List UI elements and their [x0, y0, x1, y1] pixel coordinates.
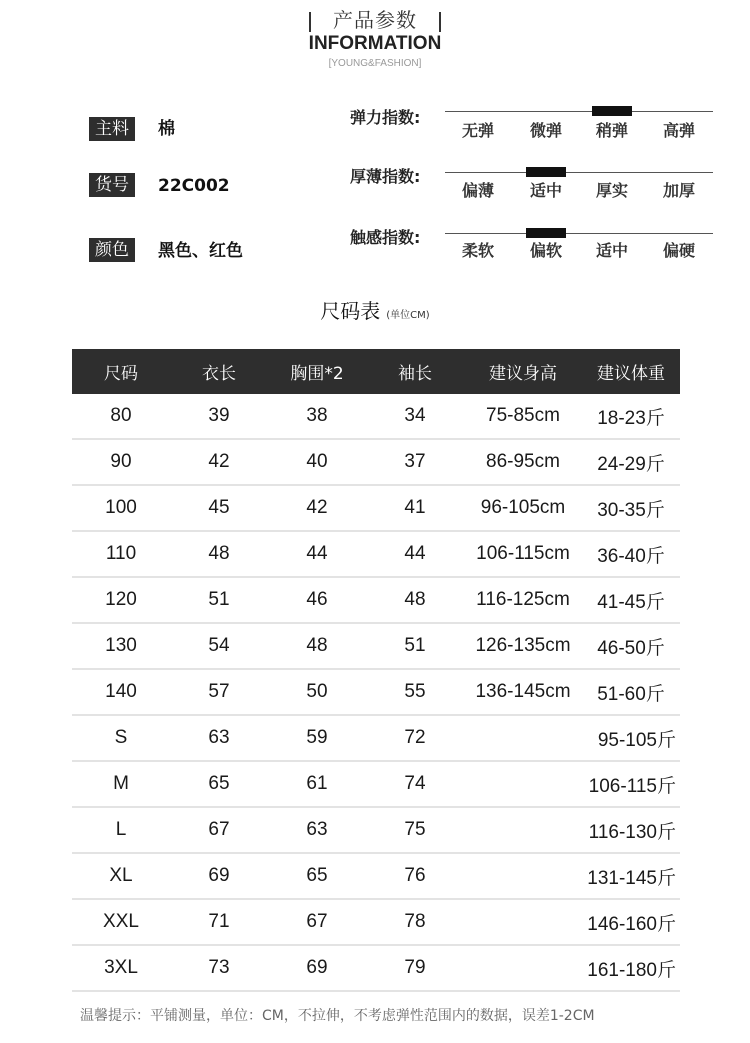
table-cell: 63: [208, 727, 230, 748]
index-marker-thickness: [526, 167, 566, 177]
table-cell: 24-29斤: [597, 453, 665, 475]
index-line-elasticity: [445, 111, 713, 112]
table-row: [72, 946, 680, 992]
index-option: 偏软: [529, 241, 562, 260]
param-label-material: 主料: [89, 117, 135, 141]
index-option: 无弹: [461, 121, 494, 140]
table-cell: 40: [306, 451, 328, 472]
table-cell: XL: [109, 865, 133, 886]
index-label-touch: 触感指数:: [350, 228, 421, 247]
size-table-adult-body: [72, 716, 680, 992]
index-marker-touch: [526, 228, 566, 238]
table-row: [72, 808, 680, 854]
header-title-cn: 产品参数: [333, 8, 417, 32]
table-cell: 37: [404, 451, 426, 472]
table-cell: 75-85cm: [486, 405, 560, 426]
table-row: [72, 394, 680, 440]
table-row: [72, 624, 680, 670]
index-option: 偏硬: [662, 241, 695, 260]
table-cell: 61: [306, 773, 328, 794]
table-cell: 30-35斤: [597, 499, 665, 521]
param-value-color: 黑色、红色: [158, 241, 243, 261]
table-cell: 126-135cm: [475, 635, 571, 656]
table-cell: 136-145cm: [475, 681, 571, 702]
table-cell: 38: [306, 405, 328, 426]
table-cell: 46-50斤: [597, 637, 665, 659]
table-cell: 74: [404, 773, 426, 794]
table-cell: 50: [306, 681, 328, 702]
table-cell: XXL: [103, 911, 139, 932]
table-cell: 36-40斤: [597, 545, 665, 567]
footer-note: 温馨提示：平铺测量，单位：CM，不拉伸，不考虑弹性范围内的数据，误差1-2CM: [80, 1008, 595, 1024]
table-cell: 67: [306, 911, 328, 932]
index-option: 偏薄: [461, 181, 494, 200]
title-divider-right: [439, 12, 441, 32]
index-option: 稍弹: [595, 121, 628, 140]
table-cell: 51: [208, 589, 230, 610]
header-cell: 建议身高: [489, 364, 557, 384]
table-row: [72, 670, 680, 716]
table-cell: 34: [404, 405, 426, 426]
size-table-kids-body: [72, 394, 680, 716]
table-cell: 72: [404, 727, 426, 748]
table-cell: 44: [404, 543, 426, 564]
header-cell: 衣长: [202, 364, 236, 384]
table-cell: 51: [404, 635, 426, 656]
table-row: [72, 762, 680, 808]
table-cell: L: [115, 819, 127, 840]
param-label-sku: 货号: [89, 173, 135, 197]
table-cell: 73: [208, 957, 230, 978]
table-cell: 46: [306, 589, 328, 610]
table-cell: 48: [404, 589, 426, 610]
table-cell: 57: [208, 681, 230, 702]
table-row: [72, 716, 680, 762]
table-cell: 130: [105, 635, 137, 656]
table-cell: 59: [306, 727, 328, 748]
index-option: 微弹: [529, 121, 562, 140]
table-cell: 90: [110, 451, 132, 472]
table-cell: 18-23斤: [597, 407, 665, 429]
table-cell: 79: [404, 957, 426, 978]
table-cell: 41: [404, 497, 426, 518]
table-cell: 116-125cm: [476, 589, 570, 610]
header-cell: 袖长: [398, 364, 432, 384]
table-cell: 96-105cm: [480, 497, 566, 518]
index-option: 柔软: [461, 241, 494, 260]
table-cell: 65: [208, 773, 230, 794]
table-cell: 54: [208, 635, 230, 656]
table-cell: 48: [208, 543, 230, 564]
size-table-title: [0, 295, 750, 324]
header-cell: 尺码: [104, 364, 138, 384]
table-row: [72, 854, 680, 900]
header-title-row: [0, 4, 750, 33]
table-cell: 42: [306, 497, 328, 518]
size-table-title-text: 尺码表: [320, 299, 381, 323]
table-cell: 86-95cm: [486, 451, 560, 472]
table-cell: 67: [208, 819, 230, 840]
table-row: [72, 532, 680, 578]
index-label-thickness: 厚薄指数:: [350, 167, 421, 186]
size-table-unit: (单位CM): [386, 310, 430, 321]
table-row: [72, 486, 680, 532]
table-cell: 48: [306, 635, 328, 656]
header-subtitle: [YOUNG&FASHION]: [328, 58, 422, 69]
header-cell: 胸围*2: [290, 364, 344, 384]
table-cell: 75: [404, 819, 426, 840]
param-value-sku: 22C002: [158, 176, 230, 196]
table-cell: 51-60斤: [597, 683, 665, 705]
table-cell: 106-115cm: [476, 543, 570, 564]
header-cell: 建议体重: [597, 364, 665, 384]
index-label-elasticity: 弹力指数:: [350, 108, 421, 127]
table-cell: 120: [105, 589, 137, 610]
table-cell: 140: [105, 681, 137, 702]
table-cell: 78: [404, 911, 426, 932]
table-cell: 63: [306, 819, 328, 840]
index-option: 高弹: [662, 121, 695, 140]
param-label-color: 颜色: [89, 238, 135, 262]
table-cell: 110: [105, 543, 137, 564]
table-cell: 44: [306, 543, 328, 564]
table-cell: 55: [404, 681, 426, 702]
table-row: [72, 578, 680, 624]
table-cell: 69: [208, 865, 230, 886]
table-cell: 39: [208, 405, 230, 426]
index-option: 加厚: [662, 181, 695, 200]
table-cell: 71: [208, 911, 230, 932]
table-cell: 65: [306, 865, 328, 886]
param-value-material: 棉: [158, 119, 175, 139]
table-cell: 45: [208, 497, 230, 518]
table-cell: 116-130斤: [588, 821, 676, 843]
table-cell: 146-160斤: [587, 913, 676, 935]
index-marker-elasticity: [592, 106, 632, 116]
index-option: 厚实: [595, 181, 628, 200]
table-cell: 100: [105, 497, 137, 518]
table-cell: 41-45斤: [597, 591, 665, 613]
table-cell: S: [114, 727, 128, 748]
table-cell: 95-105斤: [597, 729, 676, 751]
index-option: 适中: [529, 181, 562, 200]
index-option: 适中: [595, 241, 628, 260]
title-divider-left: [309, 12, 311, 32]
table-cell: 69: [306, 957, 328, 978]
table-cell: 106-115斤: [588, 775, 676, 797]
table-cell: 161-180斤: [587, 959, 676, 981]
table-cell: 131-145斤: [587, 867, 676, 889]
table-cell: 3XL: [104, 957, 138, 978]
size-table: [72, 349, 680, 992]
size-table-header: [72, 349, 680, 394]
table-cell: M: [113, 773, 129, 794]
index-line-touch: [445, 233, 713, 234]
table-cell: 76: [404, 865, 426, 886]
table-cell: 42: [208, 451, 230, 472]
header-title-en: INFORMATION: [308, 33, 442, 54]
table-cell: 80: [110, 405, 132, 426]
table-row: [72, 900, 680, 946]
index-line-thickness: [445, 172, 713, 173]
table-row: [72, 440, 680, 486]
